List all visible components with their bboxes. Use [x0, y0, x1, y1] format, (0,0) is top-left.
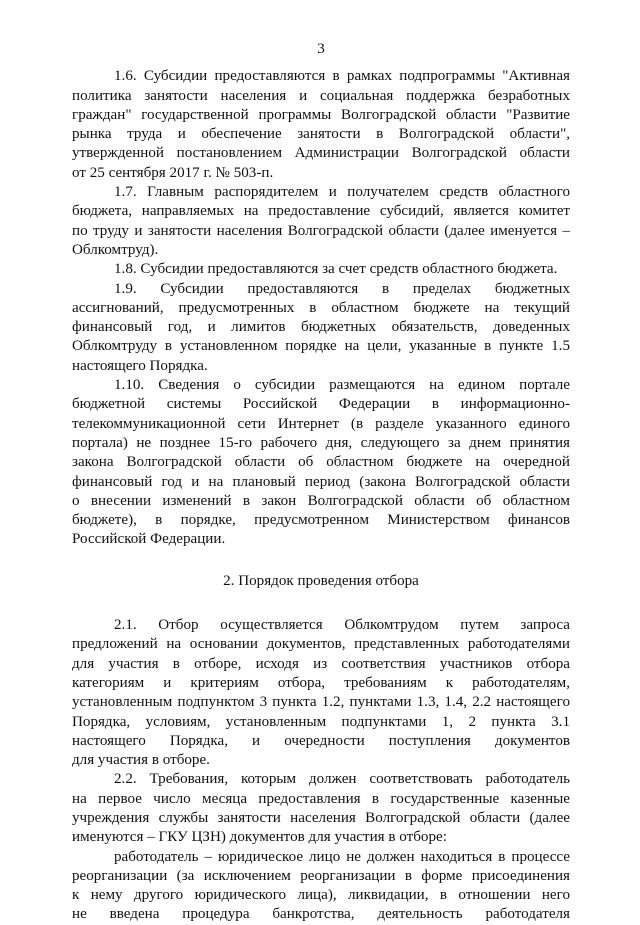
paragraph: [72, 376, 570, 550]
text-line: ассигнований, предусмотренных в областном бюджете на текущий: [72, 299, 570, 316]
text-line: 1.10. Сведения о субсидии размещаются на едином портале: [114, 377, 570, 394]
text-line: телекоммуникационной сети Интернет (в разделе указанного единого: [72, 415, 570, 432]
page-number: 3: [317, 41, 325, 57]
document-page: [72, 40, 570, 925]
text-line: на первое число месяца предоставления в государственные казенные: [72, 790, 570, 807]
text-line: финансовый год, и лимитов бюджетных обязательств, доведенных: [72, 319, 570, 336]
text-line: финансовый год и на плановый период (закона Волгоградской области: [72, 473, 570, 490]
text-line: учреждения службы занятости населения Волгоградской области (далее: [72, 809, 570, 826]
text-line: Облкомтруд).: [72, 241, 159, 258]
text-line: рынка труда и обеспечение занятости в Волгоградской области",: [72, 126, 570, 143]
text-line: работодатель – юридическое лицо не должен находиться в процессе: [114, 848, 570, 865]
text-line: бюджета, направляемых на предоставление субсидий, является комитет: [72, 203, 570, 220]
text-line: 1.6. Субсидии предоставляются в рамках подпрограммы "Активная: [114, 68, 570, 85]
text-line: утвержденной постановлением Администрации Волгоградской области: [72, 145, 570, 162]
text-line: Российской Федерации.: [72, 531, 226, 548]
text-line: 1.9. Субсидии предоставляются в пределах бюджетных: [114, 280, 570, 297]
text-line: к нему другого юридического лица), ликвидации, в отношении него: [72, 887, 570, 904]
text-line: бюджетной системы Российской Федерации в информационно-: [72, 396, 570, 413]
text-line: закона Волгоградской области об областном бюджете на очередной: [72, 454, 570, 471]
text-line: Облкомтруду в установленном порядке на цели, указанные в пункте 1.5: [72, 338, 570, 355]
text-line: реорганизации (за исключением реорганизации в форме присоединения: [72, 867, 570, 884]
text-line: не введена процедура банкротства, деятельность работодателя: [72, 906, 570, 923]
text-line: настоящего Порядка.: [72, 357, 208, 374]
text-line: предложений на основании документов, представленных работодателями: [72, 636, 570, 653]
text-line: политика занятости населения и социальная поддержка безработных: [72, 87, 570, 104]
text-line: для участия в отборе.: [72, 752, 210, 769]
section-title: 2. Порядок проведения отбора: [223, 572, 419, 589]
text-line: 1.7. Главным распорядителем и получателем средств областного: [114, 184, 570, 201]
text-line: о внесении изменений в закон Волгоградской области об областном: [72, 492, 570, 509]
text-line: граждан" государственной программы Волгоградской области "Развитие: [72, 106, 570, 123]
text-line: Порядка, условиям, установленным подпунктами 1, 2 пункта 3.1: [72, 713, 570, 730]
text-line: от 25 сентября 2017 г. № 503-п.: [72, 164, 274, 181]
text-line: категориям и критериям отбора, требованиям к работодателям,: [72, 674, 570, 691]
text-line: 1.8. Субсидии предоставляются за счет средств областного бюджета.: [114, 261, 558, 278]
text-line: для участия в отборе, исходя из соответствия участников отбора: [72, 655, 570, 672]
text-line: по труду и занятости населения Волгоградской области (далее именуется –: [72, 222, 570, 239]
paragraph: [72, 260, 570, 279]
paragraph: [72, 183, 570, 260]
text-line: 2.1. Отбор осуществляется Облкомтрудом путем запроса: [114, 617, 570, 634]
paragraph: [72, 67, 570, 183]
paragraph: [72, 848, 570, 925]
section-1-body: [72, 67, 570, 549]
text-line: установленным подпунктом 3 пункта 1.2, пунктами 1.3, 1.4, 2.2 настоящего: [72, 694, 570, 711]
paragraph: [72, 770, 570, 847]
text-line: портала) не позднее 15-го рабочего дня, следующего за днем принятия: [72, 434, 570, 451]
section-2-body: [72, 616, 570, 925]
text-line: именуются – ГКУ ЦЗН) документов для участия в отборе:: [72, 829, 447, 846]
text-line: настоящего Порядка, и очередности поступления документов: [72, 732, 570, 749]
text-line: 2.2. Требования, которым должен соответствовать работодатель: [114, 771, 570, 788]
paragraph: [72, 616, 570, 770]
paragraph: [72, 280, 570, 376]
text-line: бюджете), в порядке, предусмотренном Министерством финансов: [72, 512, 570, 529]
